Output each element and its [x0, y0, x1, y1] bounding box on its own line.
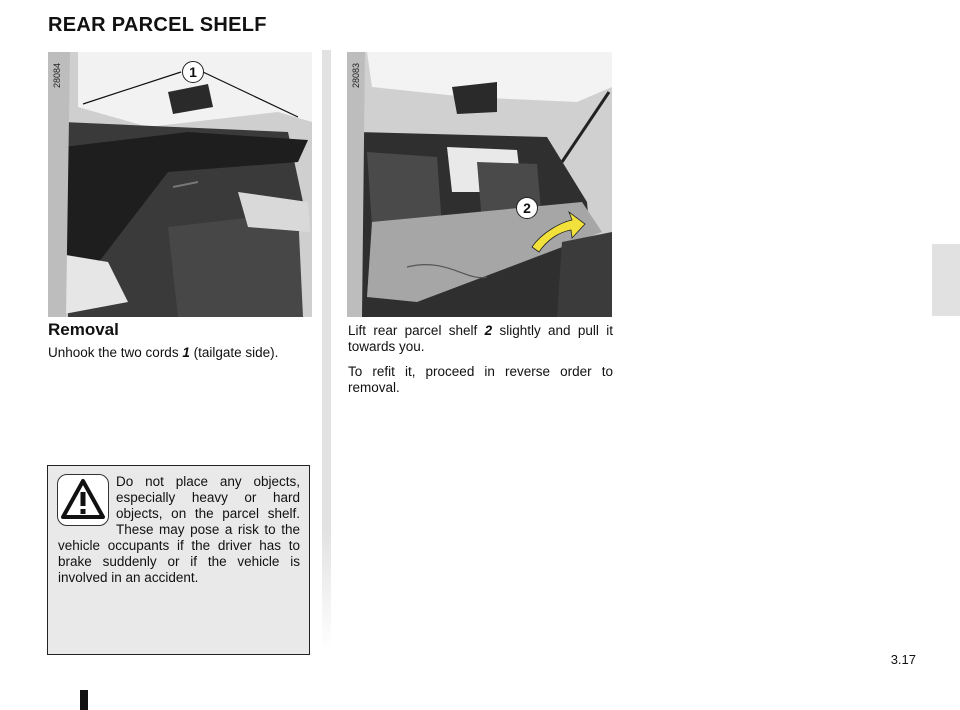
refit-paragraph-1: Lift rear parcel shelf 2 slightly and pull it towards you. [348, 323, 613, 354]
photo-cords [48, 52, 312, 317]
chapter-tab [932, 244, 960, 316]
section-heading-removal: Removal [48, 320, 119, 339]
ref-number: 1 [182, 345, 190, 360]
page-number: 3.17 [890, 652, 916, 667]
warning-box [47, 465, 310, 655]
photo-ref-code: 28083 [351, 62, 361, 88]
column-divider [322, 50, 331, 650]
refit-paragraph-2: To refit it, proceed in reverse order to removal. [348, 364, 613, 395]
removal-text: Unhook the two cords 1 (tailgate side). [48, 345, 279, 360]
warning-text: Do not place any objects, especially heavy or hard objects, on the parcel shelf. These may pose a risk to the vehicle occupants if the driver has to brake suddenly or if the vehicle is involved in an accident. [58, 474, 300, 585]
callout-2: 2 [516, 197, 538, 219]
photo-ref-code: 28084 [52, 62, 62, 88]
page-title: REAR PARCEL SHELF [48, 14, 267, 36]
ref-number: 2 [484, 323, 493, 338]
callout-1: 1 [182, 61, 204, 83]
corner-mark [80, 690, 88, 710]
photo-parcel-shelf [347, 52, 612, 317]
